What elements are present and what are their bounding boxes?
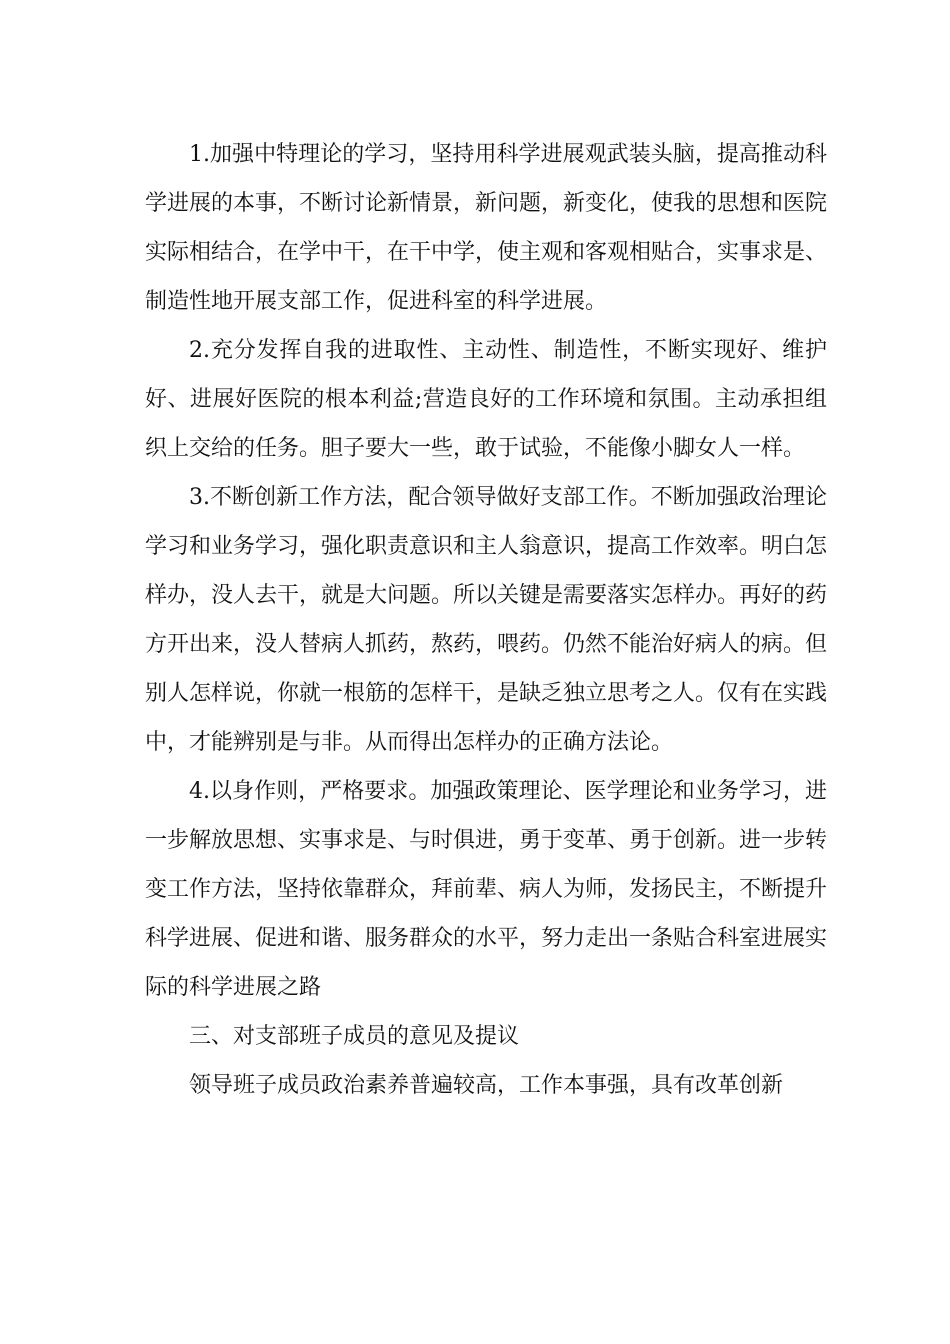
- section-heading: 三、对支部班子成员的意见及提议: [189, 1024, 520, 1049]
- paragraph-1: 1.加强中特理论的学习，坚持用科学进展观武装头脑，提高推动科学进展的本事，不断讨论新情景，新问题，新变化，使我的思想和医院实际相结合，在学中干，在干中学，使主观和客观相贴合，实事求是、制造性地开展支部工作，促进科室的科学进展。: [145, 142, 828, 314]
- paragraph-4: 4.以身作则，严格要求。加强政策理论、医学理论和业务学习，进一步解放思想、实事求是、与时俱进，勇于变革、勇于创新。进一步转变工作方法，坚持依靠群众，拜前辈、病人为师，发扬民主，不断提升科学进展、促进和谐、服务群众的水平，努力走出一条贴合科室进展实际的科学进展之路: [145, 779, 828, 1000]
- document-body: [145, 130, 827, 1110]
- paragraph-5: 领导班子成员政治素养普遍较高，工作本事强，具有改革创新: [189, 1073, 784, 1098]
- paragraph-3: 3.不断创新工作方法，配合领导做好支部工作。不断加强政治理论学习和业务学习，强化职责意识和主人翁意识，提高工作效率。明白怎样办，没人去干，就是大问题。所以关键是需要落实怎样办。再好的药方开出来，没人替病人抓药，熬药，喂药。仍然不能治好病人的病。但别人怎样说，你就一根筋的怎样干，是缺乏独立思考之人。仅有在实践中，才能辨别是与非。从而得出怎样办的正确方法论。: [145, 485, 828, 755]
- paragraph-2: 2.充分发挥自我的进取性、主动性、制造性，不断实现好、维护好、进展好医院的根本利益;营造良好的工作环境和氛围。主动承担组织上交给的任务。胆子要大一些，敢于试验，不能像小脚女人一样。: [145, 338, 827, 461]
